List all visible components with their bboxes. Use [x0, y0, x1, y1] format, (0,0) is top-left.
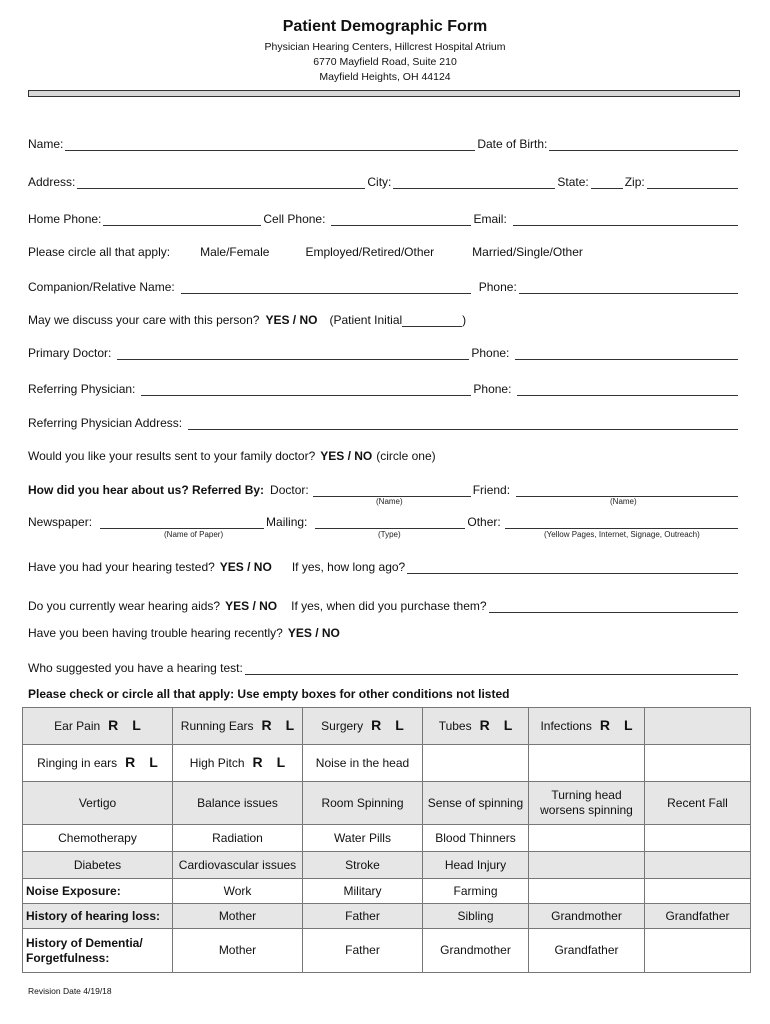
referring-physician-label: Referring Physician: [28, 382, 136, 396]
zip-label: Zip: [624, 175, 645, 189]
running-ears-cell[interactable] [173, 708, 303, 745]
history-dementia-label: History of Dementia/ Forgetfulness: [23, 929, 173, 973]
recent-fall-cell[interactable]: Recent Fall [645, 782, 751, 825]
row-name [28, 133, 740, 151]
tested-when-label: If yes, how long ago? [291, 560, 406, 574]
infections-right[interactable]: R [599, 717, 610, 733]
zip-field[interactable] [647, 176, 738, 189]
ringing-cell[interactable] [23, 745, 173, 782]
trouble-question: Have you been having trouble hearing recently? [28, 626, 283, 640]
email-label: Email: [473, 212, 507, 226]
empty-cell[interactable] [529, 852, 645, 879]
companion-label: Companion/Relative Name: [28, 280, 175, 294]
empty-cell[interactable] [645, 929, 751, 973]
running-ears-right[interactable]: R [261, 717, 272, 733]
referring-phone-label: Phone: [473, 382, 512, 396]
row-primary-doctor [28, 342, 740, 360]
cell-phone-label: Cell Phone: [263, 212, 326, 226]
surgery-cell[interactable] [303, 708, 423, 745]
empty-cell[interactable] [529, 745, 645, 782]
running-ears-label: Running Ears [180, 719, 254, 733]
clinic-name: Physician Hearing Centers, Hillcrest Hospital Atrium [264, 41, 506, 53]
ear-pain-label: Ear Pain [54, 719, 101, 733]
empty-cell[interactable] [645, 745, 751, 782]
aids-when-label: If yes, when did you purchase them? [291, 599, 487, 613]
other-field[interactable] [505, 516, 738, 529]
state-label: State: [557, 175, 589, 189]
tested-question: Have you had your hearing tested? [28, 560, 215, 574]
aids-when-field[interactable] [489, 600, 738, 613]
table-row [23, 825, 751, 852]
running-ears-left[interactable]: L [285, 717, 295, 733]
companion-field[interactable] [181, 281, 471, 294]
suggested-label: Who suggested you have a hearing test: [28, 661, 243, 675]
revision-date: Revision Date 4/19/18 [28, 986, 112, 996]
water-pills-cell[interactable]: Water Pills [303, 825, 423, 852]
email-field[interactable] [513, 213, 738, 226]
high-pitch-label: High Pitch [189, 756, 245, 770]
paper-name-hint: (Name of Paper) [164, 530, 224, 539]
clinic-street: 6770 Mayfield Road, Suite 210 [313, 56, 457, 68]
table-row [23, 904, 751, 929]
ear-pain-left[interactable]: L [132, 717, 141, 733]
dementia-grandmother-cell[interactable]: Grandmother [423, 929, 529, 973]
tested-yes-no[interactable]: YES / NO [219, 560, 272, 574]
header-divider [28, 90, 740, 97]
hear-about-label: How did you hear about us? Referred By: [28, 483, 265, 497]
newspaper-label: Newspaper: [28, 515, 93, 529]
high-pitch-cell[interactable] [173, 745, 303, 782]
ear-pain-right[interactable]: R [108, 717, 119, 733]
doctor-field[interactable] [313, 484, 471, 497]
tested-when-field[interactable] [407, 561, 738, 574]
cardio-cell[interactable]: Cardiovascular issues [173, 852, 303, 879]
clinic-city: Mayfield Heights, OH 44124 [319, 71, 451, 83]
results-question: Would you like your results sent to your family doctor? [28, 449, 316, 463]
dob-label: Date of Birth: [477, 137, 548, 151]
empty-cell[interactable] [645, 852, 751, 879]
address-label: Address: [28, 175, 76, 189]
state-field[interactable] [591, 176, 623, 189]
employment-option[interactable]: Employed/Retired/Other [305, 245, 435, 259]
primary-phone-field[interactable] [515, 347, 738, 360]
friend-label: Friend: [472, 483, 511, 497]
check-instructions: Please check or circle all that apply: Use empty boxes for other conditions not listed [28, 687, 510, 701]
vertigo-cell[interactable]: Vertigo [23, 782, 173, 825]
friend-name-hint: (Name) [610, 497, 637, 506]
home-phone-field[interactable] [103, 213, 261, 226]
military-cell[interactable]: Military [303, 879, 423, 904]
conditions-table [22, 707, 751, 973]
circle-prompt: Please circle all that apply: [28, 245, 171, 259]
dementia-father-cell[interactable]: Father [303, 929, 423, 973]
results-circle-note: (circle one) [376, 449, 436, 463]
dob-field[interactable] [549, 138, 738, 151]
other-source-hint: (Yellow Pages, Internet, Signage, Outreach) [544, 530, 700, 539]
patient-initial-field[interactable] [402, 314, 462, 327]
form-title: Patient Demographic Form [282, 18, 488, 35]
high-pitch-right[interactable]: R [252, 754, 263, 770]
chemo-cell[interactable]: Chemotherapy [23, 825, 173, 852]
infections-left[interactable]: L [623, 717, 633, 733]
tubes-cell[interactable] [423, 708, 529, 745]
empty-cell[interactable] [645, 708, 751, 745]
infections-label: Infections [540, 719, 592, 733]
row-check-instructions [28, 683, 740, 701]
table-row [23, 929, 751, 973]
aids-yes-no[interactable]: YES / NO [225, 599, 278, 613]
table-row [23, 708, 751, 745]
row-circle [28, 241, 740, 259]
referring-address-label: Referring Physician Address: [28, 416, 183, 430]
row-referring-address [28, 412, 740, 430]
diabetes-cell[interactable]: Diabetes [23, 852, 173, 879]
infections-cell[interactable] [529, 708, 645, 745]
row-phones [28, 208, 740, 226]
surgery-label: Surgery [321, 719, 364, 733]
loss-grandfather-cell[interactable]: Grandfather [645, 904, 751, 929]
trouble-yes-no[interactable]: YES / NO [287, 626, 340, 640]
referring-physician-field[interactable] [141, 383, 471, 396]
head-injury-cell[interactable]: Head Injury [423, 852, 529, 879]
referring-phone-field[interactable] [517, 383, 738, 396]
loss-father-cell[interactable]: Father [303, 904, 423, 929]
home-phone-label: Home Phone: [28, 212, 102, 226]
doctor-label: Doctor: [270, 483, 309, 497]
gender-option[interactable]: Male/Female [200, 245, 270, 259]
mailing-label: Mailing: [266, 515, 308, 529]
friend-field[interactable] [516, 484, 738, 497]
ringing-label: Ringing in ears [37, 756, 118, 770]
discuss-question: May we discuss your care with this person? [28, 313, 260, 327]
discuss-yes-no[interactable]: YES / NO [265, 313, 318, 327]
dementia-mother-cell[interactable]: Mother [173, 929, 303, 973]
row-companion [28, 276, 740, 294]
empty-cell[interactable] [529, 825, 645, 852]
row-newspaper [28, 511, 740, 529]
row-hear-about [28, 479, 740, 497]
city-field[interactable] [393, 176, 555, 189]
results-yes-no[interactable]: YES / NO [320, 449, 373, 463]
doctor-name-hint: (Name) [376, 497, 403, 506]
newspaper-field[interactable] [100, 516, 264, 529]
row-suggested [28, 657, 740, 675]
balance-cell[interactable]: Balance issues [173, 782, 303, 825]
empty-cell[interactable] [529, 879, 645, 904]
farming-cell[interactable]: Farming [423, 879, 529, 904]
empty-cell[interactable] [645, 825, 751, 852]
tubes-label: Tubes [438, 719, 472, 733]
dementia-grandfather-cell[interactable]: Grandfather [529, 929, 645, 973]
referring-address-field[interactable] [188, 417, 738, 430]
surgery-left[interactable]: L [395, 717, 404, 733]
stroke-cell[interactable]: Stroke [303, 852, 423, 879]
address-field[interactable] [77, 176, 365, 189]
empty-cell[interactable] [423, 745, 529, 782]
work-cell[interactable]: Work [173, 879, 303, 904]
city-label: City: [367, 175, 392, 189]
sense-spinning-cell[interactable]: Sense of spinning [423, 782, 529, 825]
mailing-field[interactable] [315, 516, 465, 529]
ringing-left[interactable]: L [149, 754, 158, 770]
loss-grandmother-cell[interactable]: Grandmother [529, 904, 645, 929]
turning-head-cell[interactable]: Turning head worsens spinning [529, 782, 645, 825]
name-label: Name: [28, 137, 64, 151]
name-field[interactable] [65, 138, 475, 151]
table-row [23, 852, 751, 879]
tubes-left[interactable]: L [503, 717, 513, 733]
blood-thinners-cell[interactable]: Blood Thinners [423, 825, 529, 852]
mailing-type-hint: (Type) [378, 530, 401, 539]
loss-mother-cell[interactable]: Mother [173, 904, 303, 929]
loss-sibling-cell[interactable]: Sibling [423, 904, 529, 929]
row-results [28, 445, 740, 463]
aids-question: Do you currently wear hearing aids? [28, 599, 221, 613]
patient-initial-close: ) [462, 313, 467, 327]
row-address [28, 171, 740, 189]
table-row [23, 745, 751, 782]
room-spinning-cell[interactable]: Room Spinning [303, 782, 423, 825]
row-aids [28, 595, 740, 613]
primary-doctor-field[interactable] [117, 347, 469, 360]
surgery-right[interactable]: R [371, 717, 382, 733]
patient-initial-label: (Patient Initial [329, 313, 403, 327]
table-row [23, 879, 751, 904]
form-header [0, 0, 770, 85]
history-loss-label: History of hearing loss: [23, 904, 173, 929]
primary-doctor-label: Primary Doctor: [28, 346, 112, 360]
ringing-right[interactable]: R [125, 754, 136, 770]
companion-phone-label: Phone: [478, 280, 517, 294]
row-trouble [28, 622, 740, 640]
row-discuss [28, 309, 740, 327]
cell-phone-field[interactable] [331, 213, 471, 226]
primary-phone-label: Phone: [471, 346, 510, 360]
row-referring [28, 378, 740, 396]
row-tested [28, 556, 740, 574]
radiation-cell[interactable]: Radiation [173, 825, 303, 852]
suggested-field[interactable] [245, 662, 738, 675]
noise-exposure-label: Noise Exposure: [23, 879, 173, 904]
noise-head-cell[interactable]: Noise in the head [303, 745, 423, 782]
marital-option[interactable]: Married/Single/Other [472, 245, 583, 259]
ear-pain-cell[interactable] [23, 708, 173, 745]
high-pitch-left[interactable]: L [276, 754, 286, 770]
tubes-right[interactable]: R [479, 717, 490, 733]
companion-phone-field[interactable] [519, 281, 738, 294]
empty-cell[interactable] [645, 879, 751, 904]
table-row [23, 782, 751, 825]
other-label: Other: [467, 515, 501, 529]
